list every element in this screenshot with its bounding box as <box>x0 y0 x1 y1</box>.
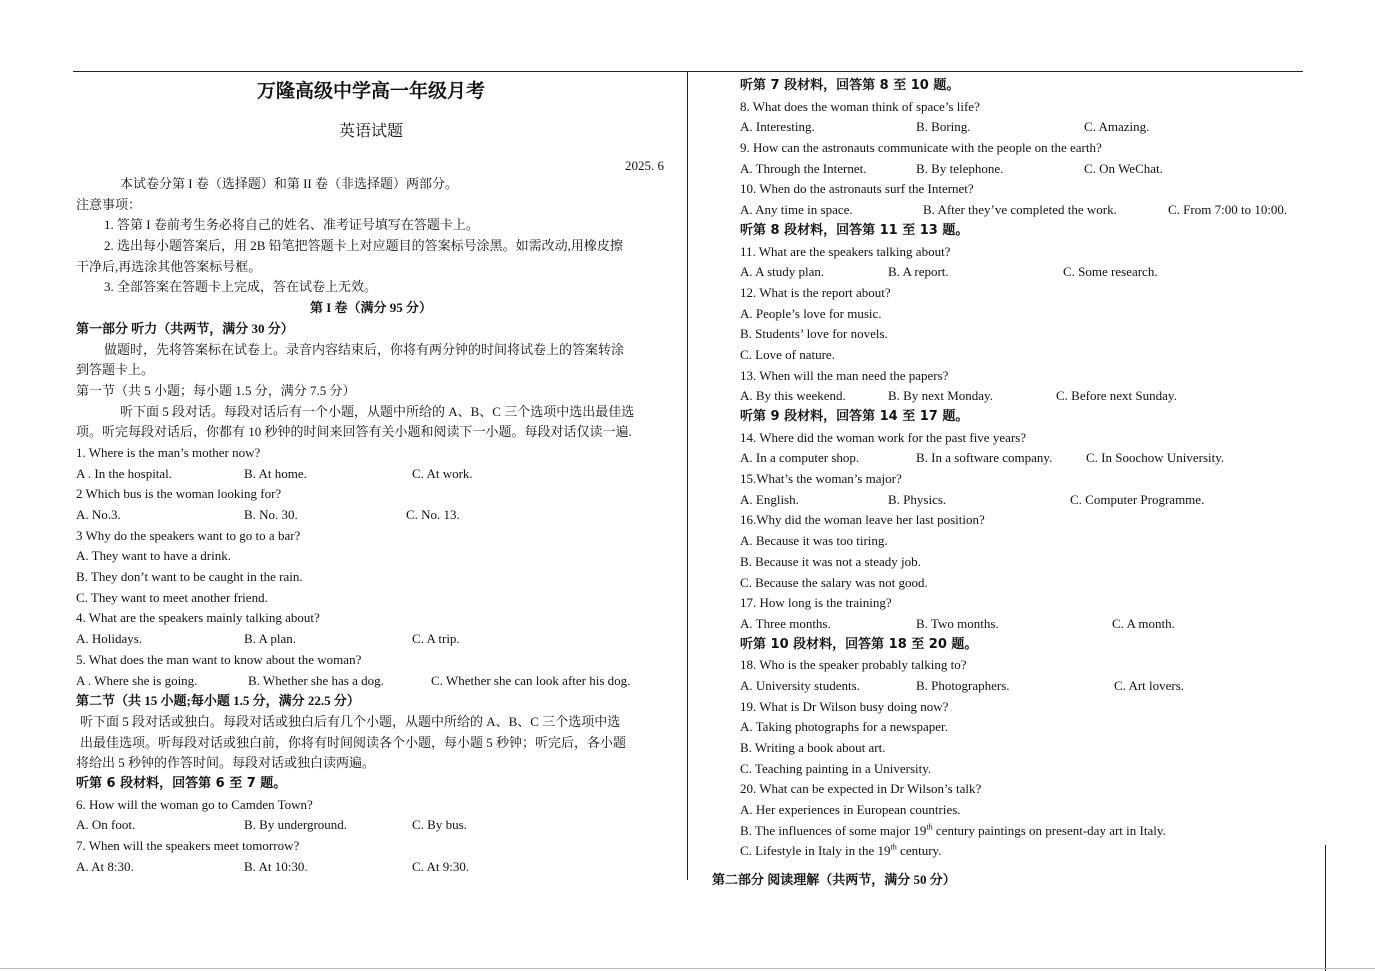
option-b: B. Two months. <box>916 615 999 631</box>
question-18-options <box>740 676 1325 697</box>
option-b: B. At home. <box>244 465 307 481</box>
note-1: 1. 答第 I 卷前考生务必将自己的姓名、准考证号填写在答题卡上。 <box>104 217 479 233</box>
question-17-stem <box>740 593 1325 614</box>
composition-note: 本试卷分第 I 卷（选择题）和第 II 卷（非选择题）两部分。 <box>120 176 458 191</box>
part-1-instructions: 做题时，先将答案标在试卷上。录音内容结束后，你将有两分钟的时间将试卷上的答案转涂 <box>104 341 625 357</box>
question-11-options <box>740 262 1325 283</box>
ordinal-suffix: th <box>890 843 897 853</box>
question-15-stem <box>740 469 1325 490</box>
question-13-options <box>740 386 1325 407</box>
question-5-stem: 5. What does the man want to know about the woman? <box>76 651 362 667</box>
option-b: B. By telephone. <box>916 160 1004 176</box>
option-c: C. By bus. <box>412 817 467 833</box>
option-a: A. Three months. <box>740 615 831 631</box>
question-text: What can be expected in Dr Wilson’s talk? <box>756 781 982 797</box>
question-number: 15. <box>740 471 757 487</box>
option-a: A. At 8:30. <box>76 858 134 874</box>
option-a: A. Through the Internet. <box>740 160 867 176</box>
note-2-cont: 干净后,再选涂其他答案标号框。 <box>76 258 262 274</box>
question-2-stem: 2 Which bus is the woman looking for? <box>76 486 282 502</box>
question-15-options <box>740 490 1325 511</box>
option-c: C. From 7:00 to 10:00. <box>1168 202 1288 218</box>
option-a: A. Interesting. <box>740 119 815 135</box>
option-b: B. After they’ve completed the work. <box>923 202 1117 218</box>
question-16-stem <box>740 510 1325 531</box>
question-19-option-a: A. Taking photographs for a newspaper. <box>740 719 948 735</box>
question-text: How long is the training? <box>756 595 892 611</box>
exam-date: 2025. 6 <box>625 158 664 173</box>
option-a: A. Any time in space. <box>740 202 853 218</box>
section-2-instructions-cont: 出最佳选项。听每段对话或独白前，你将有时间阅读各个小题，每小题 5 秒钟；听完后，各小题 <box>80 734 627 750</box>
question-3-option-a: A. They want to have a drink. <box>76 548 231 564</box>
ordinal-suffix: th <box>926 822 933 832</box>
question-19-stem <box>740 697 1325 718</box>
option-c: C. At work. <box>412 465 473 481</box>
material-8-heading: 听第 8 段材料，回答第 11 至 13 题。 <box>740 222 969 238</box>
option-b: B. By next Monday. <box>888 388 993 404</box>
option-b: B. A plan. <box>244 631 297 647</box>
question-text: Why did the woman leave her last position? <box>756 512 985 528</box>
option-b: B. Boring. <box>916 119 971 135</box>
exam-subtitle: 英语试题 <box>338 121 403 140</box>
question-12-option-c: C. Love of nature. <box>740 346 835 362</box>
question-4-stem: 4. What are the speakers mainly talking about? <box>76 610 320 626</box>
option-b: B. Whether she has a dog. <box>248 672 384 688</box>
question-1-options <box>76 464 666 485</box>
question-9-options <box>740 159 1325 180</box>
question-12-option-a: A. People’s love for music. <box>740 305 882 321</box>
question-number: 20. <box>740 781 757 797</box>
question-5-options <box>76 671 666 692</box>
option-b: B. No. 30. <box>244 507 298 522</box>
question-17-options <box>740 614 1325 635</box>
option-a: A. English. <box>740 491 799 507</box>
option-a: A. Holidays. <box>76 631 143 647</box>
question-8-options <box>740 117 1325 138</box>
option-c: C. A month. <box>1112 615 1175 631</box>
question-6-stem: 6. How will the woman go to Camden Town? <box>76 796 313 812</box>
material-6-heading: 听第 6 段材料，回答第 6 至 7 题。 <box>76 775 287 791</box>
question-16-option-c: C. Because the salary was not good. <box>740 574 928 590</box>
option-c: C. Amazing. <box>1084 119 1150 135</box>
question-10-options <box>740 200 1325 221</box>
question-8-stem: 8. What does the woman think of space’s life? <box>740 98 980 114</box>
part-1-instructions-cont: 到答题卡上。 <box>76 362 155 378</box>
option-c: C. At 9:30. <box>412 858 470 874</box>
option-a: A. In a computer shop. <box>740 450 860 466</box>
option-a: A. By this weekend. <box>740 388 846 404</box>
question-14-options <box>740 448 1325 469</box>
question-12-stem: 12. What is the report about? <box>740 284 891 300</box>
option-a: A. University students. <box>740 677 860 693</box>
material-10-heading: 听第 10 段材料，回答第 18 至 20 题。 <box>740 636 978 652</box>
volume-1-heading: 第 I 卷（满分 95 分） <box>309 300 433 316</box>
question-16-option-a: A. Because it was too tiring. <box>740 533 888 549</box>
question-number: 19. <box>740 698 757 714</box>
option-b: B. By underground. <box>244 817 348 833</box>
question-text: What is Dr Wilson busy doing now? <box>756 698 949 714</box>
option-text: C. Lifestyle in Italy in the 19 <box>740 843 891 859</box>
option-text-cont: century. <box>896 843 942 859</box>
option-c: C. Before next Sunday. <box>1056 388 1177 404</box>
option-c: C. In Soochow University. <box>1086 450 1225 466</box>
note-2: 2. 选出每小题答案后，用 2B 铅笔把答题卡上对应题目的答案标号涂黑。如需改动,用橡皮擦 <box>104 238 623 254</box>
option-a: A. A study plan. <box>740 264 825 280</box>
question-10-stem: 10. When do the astronauts surf the Internet? <box>740 181 974 197</box>
option-b: B. In a software company. <box>916 450 1053 466</box>
option-text: B. The influences of some major 19 <box>740 822 927 838</box>
question-20-option-c <box>740 841 1325 862</box>
option-a: A . In the hospital. <box>76 465 173 481</box>
question-2-options <box>76 505 666 526</box>
question-4-options <box>76 629 666 650</box>
right-column <box>740 76 1325 862</box>
note-3: 3. 全部答案在答题卡上完成，答在试卷上无效。 <box>104 279 378 295</box>
section-2-instructions-end: 将给出 5 秒钟的作答时间。每段对话或独白读两遍。 <box>76 755 376 771</box>
option-a: A . Where she is going. <box>76 672 198 688</box>
top-rule <box>73 71 1303 72</box>
column-divider <box>687 72 688 880</box>
right-edge-line <box>1325 845 1326 971</box>
option-a: A. No.3. <box>76 507 121 522</box>
option-c: C. Some research. <box>1063 264 1158 280</box>
option-c: C. No. 13. <box>406 507 460 522</box>
material-9-heading: 听第 9 段材料，回答第 14 至 17 题。 <box>740 409 969 424</box>
question-text: What’s the woman’s major? <box>756 471 902 487</box>
section-1-instructions: 听下面 5 段对话。每段对话后有一个小题，从题中所给的 A、B、C 三个选项中选出最佳选 <box>120 403 635 419</box>
option-c: C. Whether she can look after his dog. <box>431 672 631 688</box>
option-c: C. A trip. <box>412 631 460 647</box>
option-b: B. Physics. <box>888 491 947 507</box>
question-1-stem: 1. Where is the man’s mother now? <box>76 444 261 460</box>
question-11-stem: 11. What are the speakers talking about? <box>740 243 951 259</box>
part-2-heading: 第二部分 阅读理解（共两节，满分 50 分） <box>712 872 956 887</box>
section-2-instructions: 听下面 5 段对话或独白。每段对话或独白后有几个小题，从题中所给的 A、B、C 三个选项中选 <box>80 713 621 729</box>
material-7-heading: 听第 7 段材料，回答第 8 至 10 题。 <box>740 78 960 93</box>
question-7-stem: 7. When will the speakers meet tomorrow? <box>76 838 300 853</box>
question-3-option-c: C. They want to meet another friend. <box>76 589 268 605</box>
question-number: 17. <box>740 595 757 611</box>
left-column <box>76 76 666 877</box>
option-b: B. At 10:30. <box>244 858 308 874</box>
question-3-option-b: B. They don’t want to be caught in the rain. <box>76 569 303 585</box>
option-c: C. Art lovers. <box>1114 677 1185 693</box>
question-12-option-b: B. Students’ love for novels. <box>740 326 888 342</box>
question-14-stem: 14. Where did the woman work for the past five years? <box>740 429 1027 445</box>
question-16-option-b: B. Because it was not a steady job. <box>740 553 921 569</box>
exam-title: 万隆高级中学高一年级月考 <box>256 80 485 102</box>
question-3-stem: 3 Why do the speakers want to go to a bar? <box>76 527 301 543</box>
option-c: C. Computer Programme. <box>1070 491 1205 507</box>
question-20-stem <box>740 779 1325 800</box>
question-6-options <box>76 815 666 836</box>
option-b: B. Photographers. <box>916 677 1010 693</box>
part-1-heading: 第一部分 听力（共两节，满分 30 分） <box>76 320 294 336</box>
question-18-stem: 18. Who is the speaker probably talking to? <box>740 657 967 673</box>
question-13-stem: 13. When will the man need the papers? <box>740 367 949 383</box>
question-7-options <box>76 857 666 878</box>
option-c: C. On WeChat. <box>1084 160 1163 176</box>
section-1-heading: 第一节（共 5 小题；每小题 1.5 分，满分 7.5 分） <box>76 382 356 398</box>
question-9-stem: 9. How can the astronauts communicate with the people on the earth? <box>740 140 1102 156</box>
question-20-option-b <box>740 821 1325 842</box>
question-number: 16. <box>740 512 757 528</box>
option-b: B. A report. <box>888 264 949 280</box>
question-19-option-b: B. Writing a book about art. <box>740 740 886 755</box>
page-bottom-edge <box>0 968 1375 969</box>
notes-label: 注意事项： <box>76 196 142 212</box>
option-a: A. On foot. <box>76 817 136 833</box>
section-2-heading: 第二节（共 15 小题;每小题 1.5 分，满分 22.5 分） <box>76 693 360 709</box>
question-19-option-c: C. Teaching painting in a University. <box>740 760 932 776</box>
section-1-instructions-cont: 项。听完每段对话后，你都有 10 秒钟的时间来回答有关小题和阅读下一小题。每段对话仅读一遍. <box>76 424 632 440</box>
option-text-cont: century paintings on present-day art in Italy. <box>932 822 1166 838</box>
question-20-option-a: A. Her experiences in European countries. <box>740 802 961 818</box>
